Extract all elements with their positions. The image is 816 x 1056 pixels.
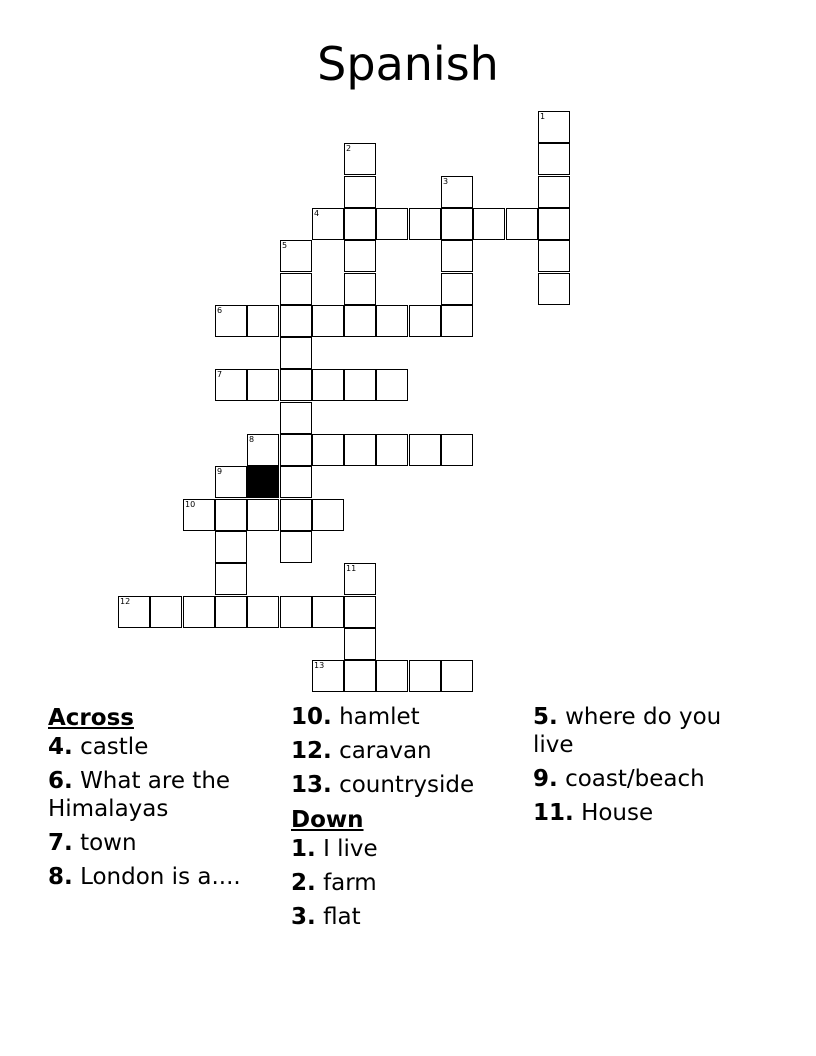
clue-number: 3 <box>443 177 449 186</box>
clue-number: 12 <box>120 597 131 606</box>
clue-number: 7 <box>217 370 223 379</box>
grid-cell[interactable] <box>344 143 376 175</box>
grid-cell[interactable] <box>280 305 312 337</box>
grid-cell[interactable] <box>215 369 247 401</box>
clue-down-2: 2. farm <box>291 870 377 896</box>
clue-number: 5 <box>282 241 288 250</box>
grid-cell[interactable] <box>215 499 247 531</box>
grid-cell[interactable] <box>409 305 441 337</box>
grid-block <box>247 466 279 498</box>
grid-cell[interactable] <box>344 369 376 401</box>
page-title: Spanish <box>317 37 499 91</box>
grid-cell[interactable] <box>344 305 376 337</box>
grid-cell[interactable] <box>280 434 312 466</box>
clue-number: 13 <box>314 661 325 670</box>
grid-cell[interactable] <box>344 628 376 660</box>
grid-cell[interactable] <box>506 208 538 240</box>
grid-cell[interactable] <box>280 337 312 369</box>
clue-across-10: 10. hamlet <box>291 704 420 730</box>
grid-cell[interactable] <box>538 176 570 208</box>
clue-number: 6 <box>217 306 223 315</box>
grid-cell[interactable] <box>247 499 279 531</box>
clue-down-11: 11. House <box>533 800 654 826</box>
grid-cell[interactable] <box>280 596 312 628</box>
grid-cell[interactable] <box>473 208 505 240</box>
grid-cell[interactable] <box>344 208 376 240</box>
grid-cell[interactable] <box>312 208 344 240</box>
clue-down-1: 1. I live <box>291 836 378 862</box>
grid-cell[interactable] <box>215 466 247 498</box>
grid-cell[interactable] <box>183 499 215 531</box>
grid-cell[interactable] <box>409 208 441 240</box>
grid-cell[interactable] <box>344 176 376 208</box>
clue-across-4: 4. castle <box>48 734 149 760</box>
clue-across-7: 7. town <box>48 830 137 856</box>
grid-cell[interactable] <box>280 240 312 272</box>
grid-cell[interactable] <box>344 240 376 272</box>
grid-cell[interactable] <box>441 208 473 240</box>
grid-cell[interactable] <box>538 240 570 272</box>
clue-down-9: 9. coast/beach <box>533 766 705 792</box>
grid-cell[interactable] <box>538 208 570 240</box>
grid-cell[interactable] <box>247 369 279 401</box>
grid-cell[interactable] <box>441 240 473 272</box>
grid-cell[interactable] <box>312 305 344 337</box>
grid-cell[interactable] <box>376 660 408 692</box>
clue-across-6: 6. What are the Himalayas <box>48 768 231 822</box>
clue-across-8: 8. London is a.... <box>48 864 241 890</box>
grid-cell[interactable] <box>215 596 247 628</box>
grid-cell[interactable] <box>409 434 441 466</box>
grid-cell[interactable] <box>312 434 344 466</box>
grid-cell[interactable] <box>344 660 376 692</box>
grid-cell[interactable] <box>441 176 473 208</box>
grid-cell[interactable] <box>280 402 312 434</box>
clue-down-5: 5. where do you live <box>533 704 722 758</box>
grid-cell[interactable] <box>183 596 215 628</box>
clue-number: 8 <box>249 435 255 444</box>
grid-cell[interactable] <box>376 434 408 466</box>
grid-cell[interactable] <box>150 596 182 628</box>
grid-cell[interactable] <box>538 143 570 175</box>
grid-cell[interactable] <box>215 531 247 563</box>
grid-cell[interactable] <box>280 466 312 498</box>
clue-column-3 <box>533 703 743 833</box>
clue-number: 11 <box>346 564 357 573</box>
across-heading: Across <box>48 705 134 731</box>
grid-cell[interactable] <box>344 596 376 628</box>
grid-cell[interactable] <box>215 305 247 337</box>
down-heading: Down <box>291 807 364 833</box>
clue-number: 10 <box>185 500 196 509</box>
clue-across-12: 12. caravan <box>291 738 432 764</box>
clue-number: 2 <box>346 144 352 153</box>
grid-cell[interactable] <box>344 563 376 595</box>
grid-cell[interactable] <box>118 596 150 628</box>
clue-number: 4 <box>314 209 320 218</box>
grid-cell[interactable] <box>538 273 570 305</box>
grid-cell[interactable] <box>538 111 570 143</box>
grid-cell[interactable] <box>376 369 408 401</box>
grid-cell[interactable] <box>247 305 279 337</box>
clue-number: 1 <box>540 112 546 121</box>
grid-cell[interactable] <box>441 305 473 337</box>
grid-cell[interactable] <box>280 499 312 531</box>
grid-cell[interactable] <box>344 434 376 466</box>
grid-cell[interactable] <box>441 434 473 466</box>
grid-cell[interactable] <box>312 369 344 401</box>
grid-cell[interactable] <box>247 596 279 628</box>
grid-cell[interactable] <box>376 208 408 240</box>
grid-cell[interactable] <box>280 369 312 401</box>
clue-column-2 <box>291 703 521 937</box>
clue-column-1 <box>48 703 278 897</box>
grid-cell[interactable] <box>376 305 408 337</box>
grid-cell[interactable] <box>312 596 344 628</box>
grid-cell[interactable] <box>215 563 247 595</box>
grid-cell[interactable] <box>441 660 473 692</box>
clue-down-3: 3. flat <box>291 904 361 930</box>
grid-cell[interactable] <box>280 531 312 563</box>
grid-cell[interactable] <box>312 499 344 531</box>
grid-cell[interactable] <box>312 660 344 692</box>
grid-cell[interactable] <box>441 273 473 305</box>
clue-across-13: 13. countryside <box>291 772 475 798</box>
grid-cell[interactable] <box>247 434 279 466</box>
grid-cell[interactable] <box>344 273 376 305</box>
grid-cell[interactable] <box>409 660 441 692</box>
grid-cell[interactable] <box>280 273 312 305</box>
clue-number: 9 <box>217 467 223 476</box>
